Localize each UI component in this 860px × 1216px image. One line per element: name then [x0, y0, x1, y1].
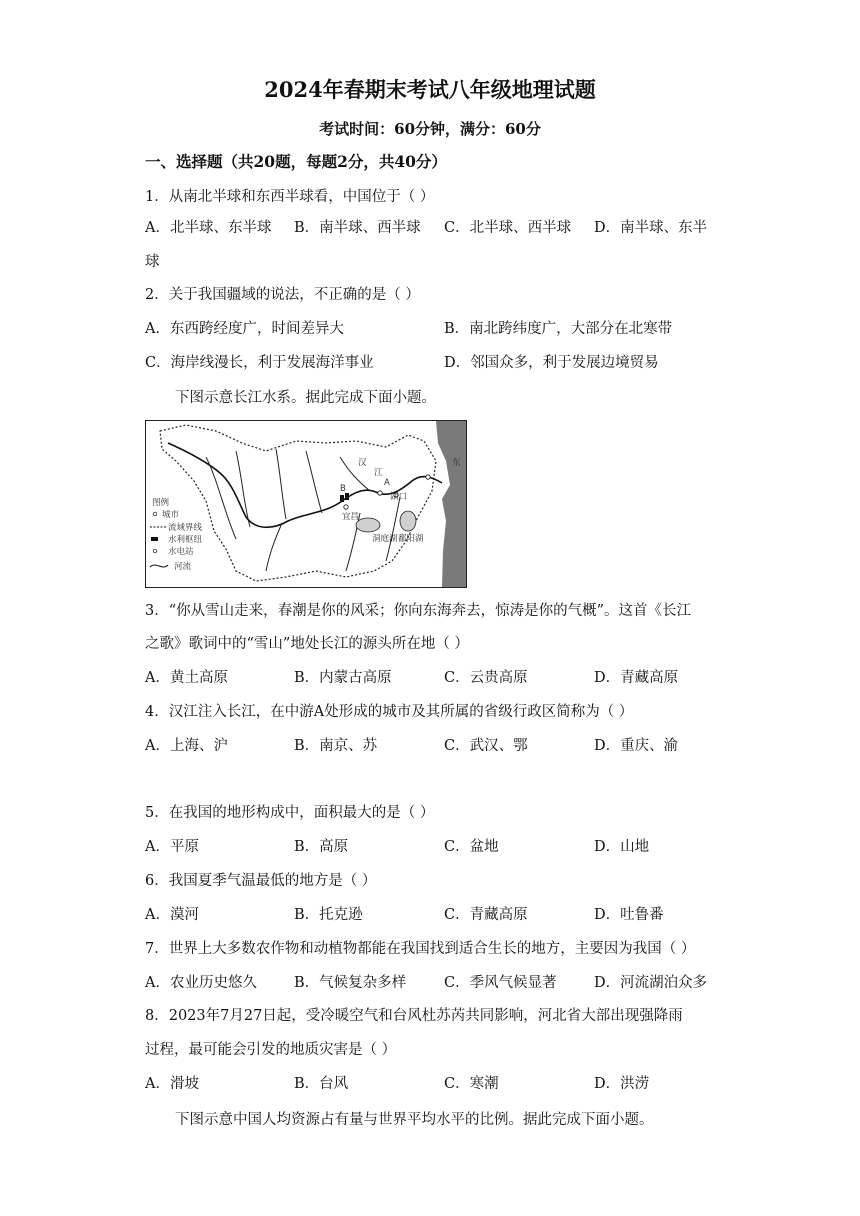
legend-city: 城市 — [162, 510, 180, 520]
tributary — [266, 523, 282, 571]
tributary — [206, 457, 236, 539]
label-dongting: 洞庭湖 — [372, 534, 398, 544]
legend-station-icon — [153, 549, 157, 553]
q4-option-d: D．重庆、渝 — [594, 738, 679, 754]
dam-marker — [340, 495, 344, 502]
label-b: B — [340, 484, 346, 494]
q3-option-b: B．内蒙古高原 — [294, 670, 392, 686]
q8-option-d: D．洪涝 — [594, 1076, 650, 1092]
q6-option-c: C．青藏高原 — [444, 907, 528, 923]
q1-option-d: D．南半球、东半 — [594, 220, 708, 236]
section-heading: 一、选择题（共20题，每题2分，共40分） — [145, 152, 447, 171]
q8-option-a: A．滑坡 — [145, 1076, 199, 1092]
q2-option-a: A．东西跨经度广，时间差异大 — [145, 321, 344, 337]
q1-option-a: A．北半球、东半球 — [145, 220, 272, 236]
sea-area — [436, 421, 466, 587]
q1-stem: 1．从南北半球和东西半球看，中国位于（ ） — [145, 189, 435, 205]
q2-stem: 2．关于我国疆域的说法，不正确的是（ ） — [145, 287, 420, 303]
tributary — [276, 449, 286, 519]
tributary — [236, 451, 250, 527]
q1-option-b: B．南半球、西半球 — [294, 220, 421, 236]
tributary — [306, 451, 322, 513]
city-marker — [426, 475, 430, 479]
q1-option-c: C．北半球、西半球 — [444, 220, 572, 236]
q6-stem: 6．我国夏季气温最低的地方是（ ） — [145, 873, 377, 889]
map-intro: 下图示意长江水系。据此完成下面小题。 — [175, 390, 436, 406]
q2-option-d: D．邻国众多，利于发展边境贸易 — [444, 355, 659, 371]
q8-stem-line2: 过程，最可能会引发的地质灾害是（ ） — [145, 1042, 397, 1058]
q4-option-a: A．上海、沪 — [145, 738, 228, 754]
q7-option-a: A．农业历史悠久 — [145, 975, 257, 991]
label-a: A — [384, 478, 390, 488]
basin-boundary — [160, 425, 436, 581]
yangtze-river-map — [145, 420, 467, 588]
q7-option-b: B．气候复杂多样 — [294, 975, 407, 991]
q2-option-b: B．南北跨纬度广，大部分在北寒带 — [444, 321, 673, 337]
legend-dam-icon — [151, 537, 158, 541]
poyang-lake — [400, 511, 416, 531]
legend-title: 图例 — [152, 498, 170, 508]
q8-option-c: C．寒潮 — [444, 1076, 499, 1092]
q3-option-d: D．青藏高原 — [594, 670, 679, 686]
chart-intro: 下图示意中国人均资源占有量与世界平均水平的比例。据此完成下面小题。 — [175, 1112, 654, 1128]
label-poyang: 鄱阳湖 — [398, 534, 424, 544]
label-east-sea: 东 — [452, 458, 461, 468]
q4-option-b: B．南京、苏 — [294, 738, 378, 754]
q5-option-b: B．高原 — [294, 839, 349, 855]
legend-river-icon — [150, 565, 168, 567]
legend-station: 水电站 — [168, 547, 194, 557]
q3-option-c: C．云贵高原 — [444, 670, 528, 686]
q6-option-d: D．吐鲁番 — [594, 907, 664, 923]
q8-option-b: B．台风 — [294, 1076, 349, 1092]
exam-info: 考试时间：60分钟，满分：60分 — [319, 120, 541, 138]
tributary — [386, 497, 400, 561]
q6-option-b: B．托克逊 — [294, 907, 363, 923]
q4-stem: 4．汉江注入长江，在中游A处形成的城市及其所属的省级行政区简称为（ ） — [145, 704, 634, 720]
legend-city-icon — [153, 512, 157, 516]
q4-option-c: C．武汉、鄂 — [444, 738, 528, 754]
dam-marker — [345, 493, 349, 500]
q1-option-d-continued: 球 — [145, 254, 160, 270]
q7-option-d: D．河流湖泊众多 — [594, 975, 708, 991]
dongting-lake — [356, 518, 380, 532]
legend-dam: 水利枢纽 — [168, 535, 203, 545]
city-marker — [378, 491, 382, 495]
label-jiang: 江 — [374, 468, 383, 478]
legend-boundary: 流域界线 — [168, 523, 203, 533]
page-title: 2024年春期末考试八年级地理试题 — [264, 77, 596, 102]
yangtze-main-river — [168, 443, 442, 527]
q3-stem-line1: 3．“你从雪山走来，春潮是你的风采；你向东海奔去，惊涛是你的气概”。这首《长江 — [145, 603, 692, 619]
q5-option-a: A．平原 — [145, 839, 199, 855]
q5-stem: 5．在我国的地形构成中，面积最大的是（ ） — [145, 805, 435, 821]
q2-option-c: C．海岸线漫长，利于发展海洋事业 — [145, 355, 374, 371]
q5-option-d: D．山地 — [594, 839, 650, 855]
label-yichang: 宜昌 — [342, 512, 360, 522]
city-marker — [344, 505, 348, 509]
q7-stem: 7．世界上大多数农作物和动植物都能在我国找到适合生长的地方，主要因为我国（ ） — [145, 941, 696, 957]
q8-stem-line1: 8．2023年7月27日起，受冷暖空气和台风杜苏芮共同影响，河北省大部出现强降雨 — [145, 1008, 683, 1024]
label-han: 汉 — [358, 458, 367, 468]
q3-option-a: A．黄土高原 — [145, 670, 228, 686]
q6-option-a: A．漠河 — [145, 907, 199, 923]
legend-river: 河流 — [174, 562, 192, 572]
q3-stem-line2: 之歌》歌词中的“雪山”地处长江的源头所在地（ ） — [145, 636, 469, 652]
label-hukou: 湖口 — [390, 492, 408, 502]
q7-option-c: C．季风气候显著 — [444, 975, 557, 991]
q5-option-c: C．盆地 — [444, 839, 499, 855]
